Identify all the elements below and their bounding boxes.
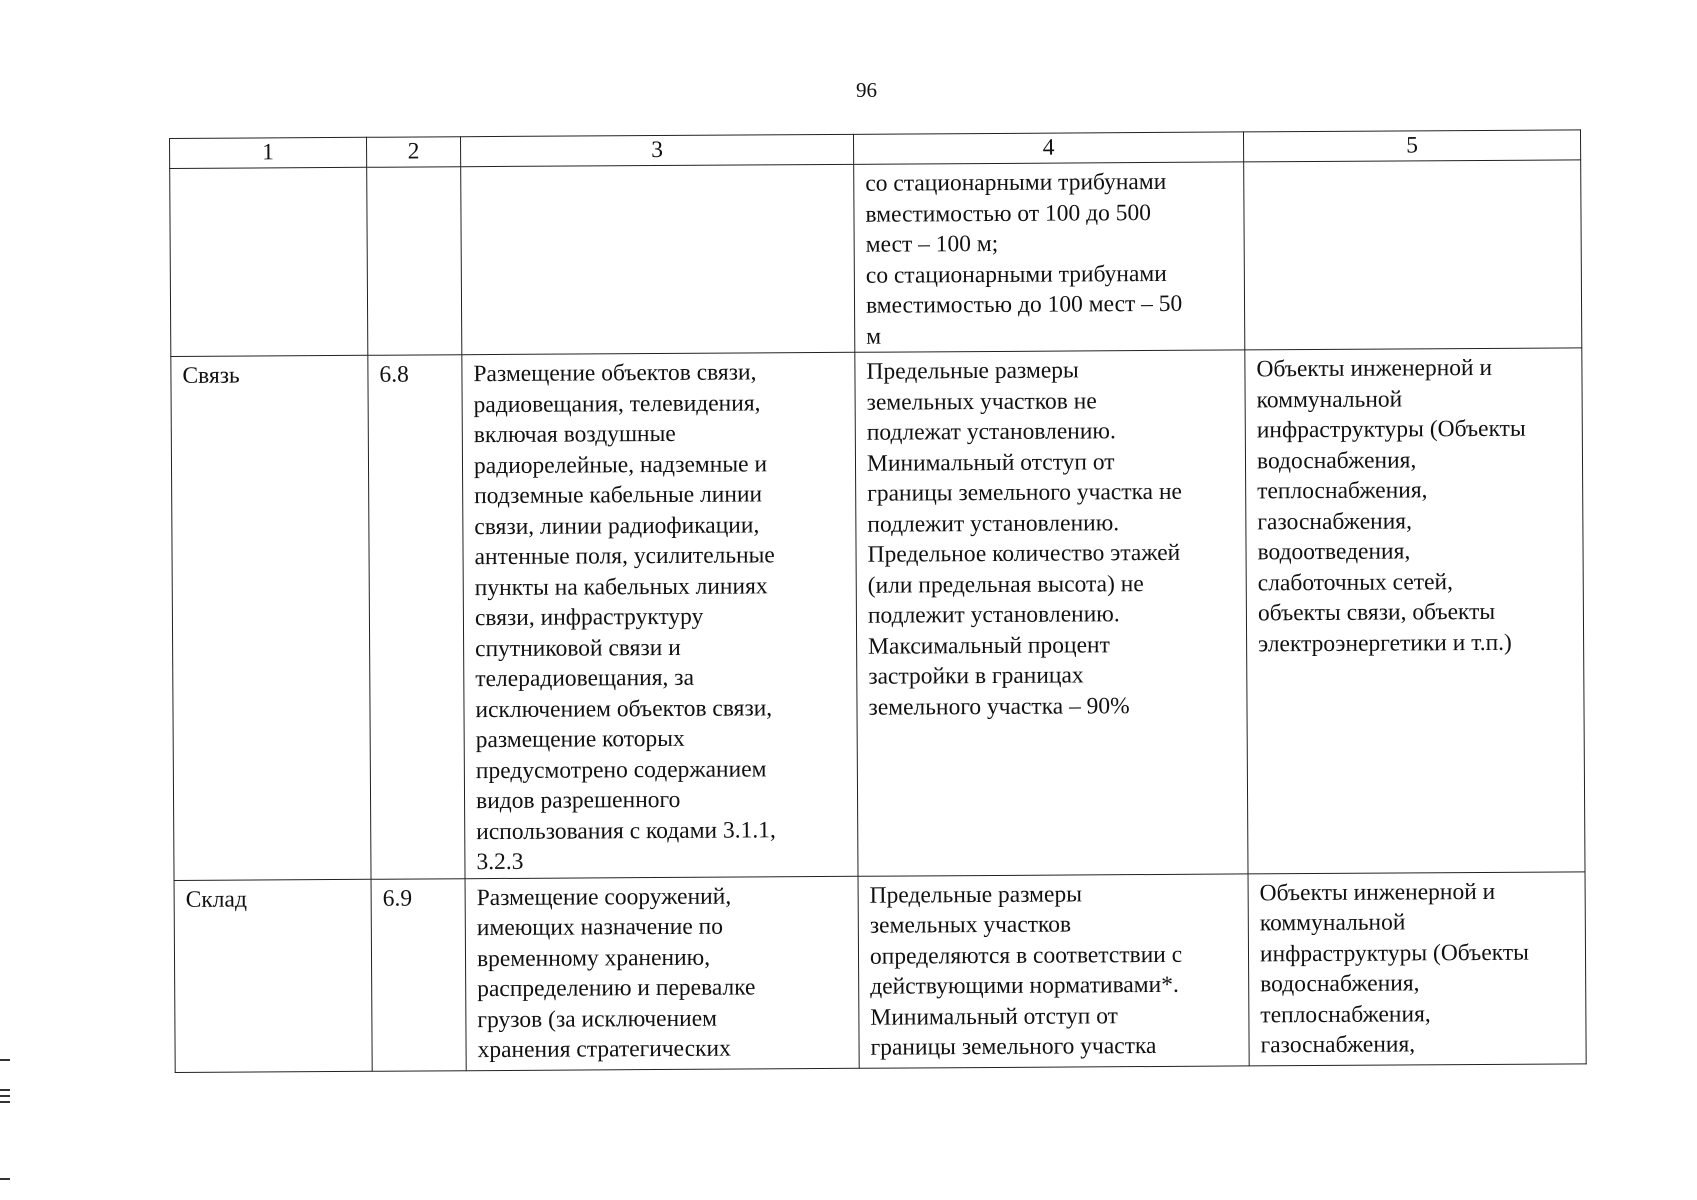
column-header: 2 — [366, 137, 460, 168]
cell-description: Размещение объектов связи, радиовещания, телевидения, включая воздушные радиорелейные, надземные и подземные кабельные линии связи, линии радиофикации, антенные поля, усилительные пункты на кабельных линиях связи, инфраструктуру спутниковой связи и телерадиовещания, за исключением объектов связи, размещение которых предусмотрено содержанием видов разрешенного использования с кодами 3.1.1, 3.2.3 — [462, 352, 858, 878]
margin-mark — [0, 1178, 10, 1180]
margin-mark — [0, 1089, 10, 1091]
page-number: 96 — [856, 78, 877, 102]
cell-code — [367, 167, 462, 356]
column-header: 4 — [853, 132, 1243, 164]
table-row — [174, 871, 1586, 1072]
land-use-table — [169, 129, 1587, 1072]
cell-name — [170, 167, 368, 356]
table-row — [170, 160, 1582, 357]
margin-mark — [0, 1059, 10, 1061]
table-row — [171, 348, 1585, 880]
cell-code: 6.9 — [371, 878, 466, 1071]
margin-mark — [0, 1101, 10, 1103]
cell-related: Объекты инженерной и коммунальной инфраструктуры (Объекты водоснабжения, теплоснабжения, газоснабжения, — [1248, 871, 1586, 1065]
cell-description — [461, 164, 855, 354]
cell-parameters: со стационарными трибунами вместимостью от 100 до 500 мест – 100 м; со стационарными трибунами вместимостью до 100 мест – 50 м — [854, 162, 1245, 352]
cell-description: Размещение сооружений, имеющих назначение по временному хранению, распределению и перевалке грузов (за исключением хранения стратегических — [465, 876, 859, 1070]
cell-related: Объекты инженерной и коммунальной инфраструктуры (Объекты водоснабжения, теплоснабжения, газоснабжения, водоотведения, слаботочных сетей, объекты связи, объекты электроэнергетики и т.п.) — [1245, 348, 1585, 874]
cell-parameters: Предельные размеры земельных участков не подлежат установлению. Минимальный отступ от границы земельного участка не подлежит установлению. Предельное количество этажей (или предельная высота) не подлежит установлению. Максимальный процент застройки в границах земельного участка – 90% — [855, 350, 1248, 876]
cell-related — [1244, 160, 1582, 350]
cell-name: Склад — [174, 879, 372, 1072]
column-header: 5 — [1243, 130, 1580, 162]
margin-mark — [0, 1095, 10, 1097]
cell-name: Связь — [171, 355, 371, 880]
column-header: 1 — [170, 137, 367, 168]
column-header: 3 — [460, 134, 853, 166]
cell-parameters: Предельные размеры земельных участков определяются в соответствии с действующими нормативами*. Минимальный отступ от границы земельного участка — [858, 873, 1249, 1067]
cell-code: 6.8 — [368, 355, 465, 879]
